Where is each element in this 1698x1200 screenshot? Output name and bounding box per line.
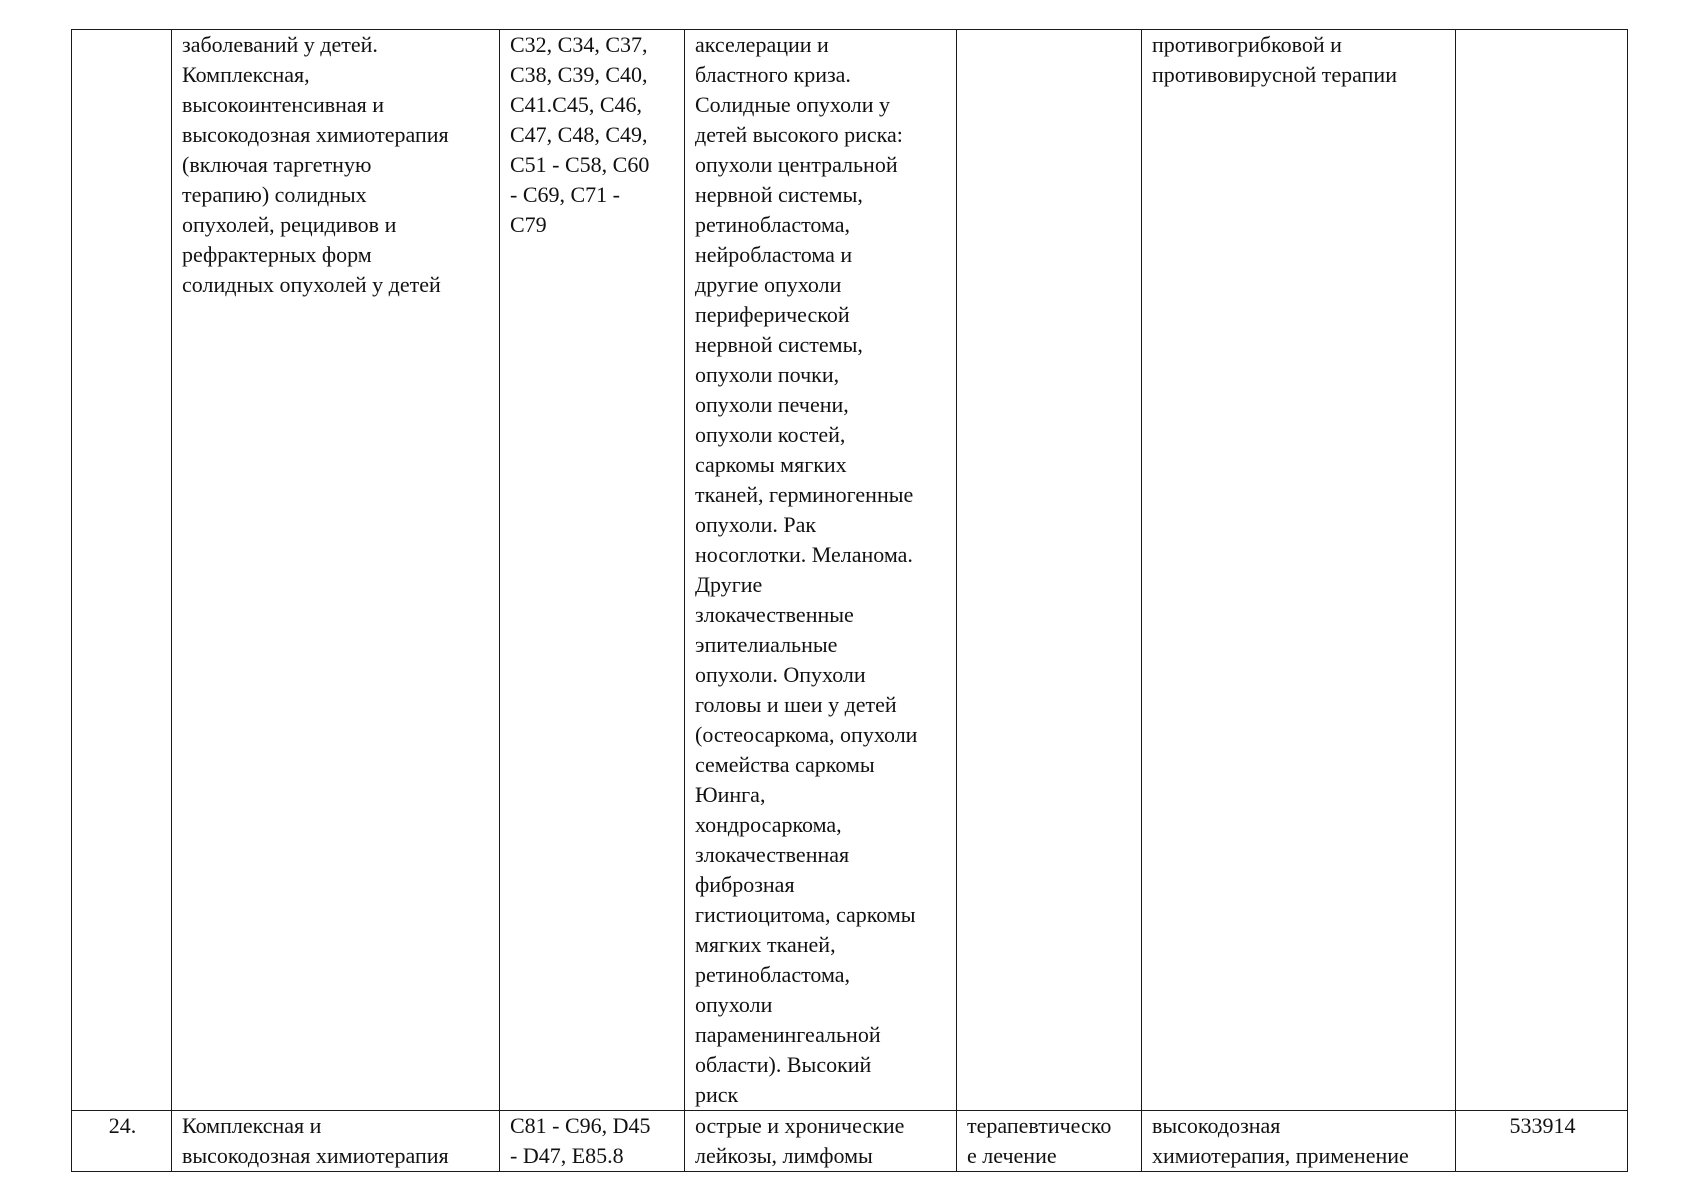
treatment-type-cell [957,30,1142,1111]
treatment-method-cell: противогрибковой и противовирусной терапии [1142,30,1456,1111]
care-type-name-cell: заболеваний у детей. Комплексная, высокоинтенсивная и высокодозная химиотерапия (включая таргетную терапию) солидных опухолей, рецидивов и рефрактерных форм солидных опухолей у детей [172,30,500,1111]
care-type-name-cell: Комплексная и высокодозная химиотерапия [172,1111,500,1172]
row-number-cell [72,30,172,1111]
icd-codes-cell: C81 - C96, D45 - D47, E85.8 [500,1111,685,1172]
price-cell [1456,30,1628,1111]
treatment-type-cell: терапевтическо е лечение [957,1111,1142,1172]
treatment-method-cell: высокодозная химиотерапия, применение [1142,1111,1456,1172]
table-row [72,1111,1628,1172]
row-number-cell: 24. [72,1111,172,1172]
price-cell: 533914 [1456,1111,1628,1172]
table-row [72,30,1628,1111]
patient-model-cell: острые и хронические лейкозы, лимфомы [685,1111,957,1172]
medical-care-table [71,29,1628,1172]
icd-codes-cell: C32, C34, C37, C38, C39, C40, C41.C45, C46, C47, C48, C49, C51 - C58, C60 - C69, C71 - C79 [500,30,685,1111]
patient-model-cell: акселерации и бластного криза. Солидные опухоли у детей высокого риска: опухоли центральной нервной системы, ретинобластома, нейробластома и другие опухоли периферической нервной системы, опухоли почки, опухоли печени, опухоли костей, саркомы мягких тканей, герминогенные опухоли. Рак носоглотки. Меланома. Другие злокачественные эпителиальные опухоли. Опухоли головы и шеи у детей (остеосаркома, опухоли семейства саркомы Юинга, хондросаркома, злокачественная фиброзная гистиоцитома, саркомы мягких тканей, ретинобластома, опухоли параменингеальной области). Высокий риск [685,30,957,1111]
